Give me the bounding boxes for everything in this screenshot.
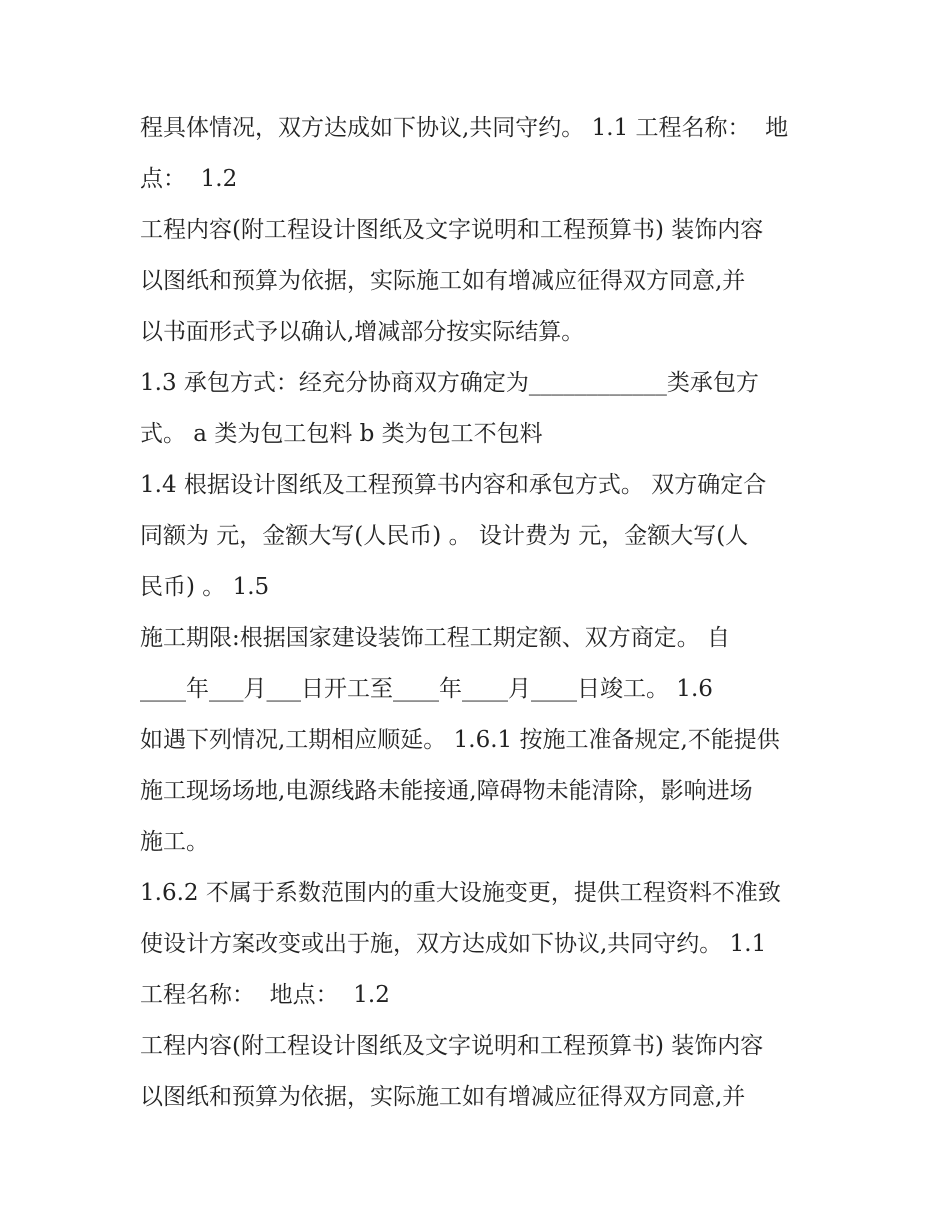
text-line: 以图纸和预算为依据，实际施工如有增减应征得双方同意,并	[140, 1084, 746, 1110]
text-line: 式。 a 类为包工包料 b 类为包工不包料	[140, 421, 543, 447]
text-line: 工程内容(附工程设计图纸及文字说明和工程预算书) 装饰内容	[140, 1033, 764, 1059]
document-body	[140, 103, 830, 1123]
text-line: 1.3 承包方式：经充分协商双方确定为____________类承包方	[140, 370, 759, 396]
text-line: 如遇下列情况,工期相应顺延。 1.6.1 按施工准备规定,不能提供	[140, 727, 780, 753]
text-line: 施工现场场地,电源线路未能接通,障碍物未能清除，影响进场	[140, 778, 753, 804]
text-line: 程具体情况，双方达成如下协议,共同守约。 1.1 工程名称： 地	[140, 115, 789, 141]
text-line: 以图纸和预算为依据，实际施工如有增减应征得双方同意,并	[140, 268, 746, 294]
text-line: 1.4 根据设计图纸及工程预算书内容和承包方式。 双方确定合	[140, 472, 767, 498]
text-line: 使设计方案改变或出于施，双方达成如下协议,共同守约。 1.1	[140, 931, 767, 957]
text-line: 施工期限:根据国家建设装饰工程工期定额、双方商定。 自	[140, 625, 731, 651]
text-line: 1.6.2 不属于系数范围内的重大设施变更，提供工程资料不准致	[140, 880, 781, 906]
text-line: 施工。	[140, 829, 209, 855]
text-line: ____年___月___日开工至____年____月____日竣工。 1.6	[140, 676, 713, 702]
text-line: 工程名称： 地点： 1.2	[140, 982, 390, 1008]
text-line: 点： 1.2	[140, 166, 238, 192]
text-line: 同额为 元，金额大写(人民币) 。 设计费为 元，金额大写(人	[140, 523, 749, 549]
text-line: 民币) 。 1.5	[140, 574, 270, 600]
text-line: 以书面形式予以确认,增减部分按实际结算。	[140, 319, 585, 345]
text-line: 工程内容(附工程设计图纸及文字说明和工程预算书) 装饰内容	[140, 217, 764, 243]
